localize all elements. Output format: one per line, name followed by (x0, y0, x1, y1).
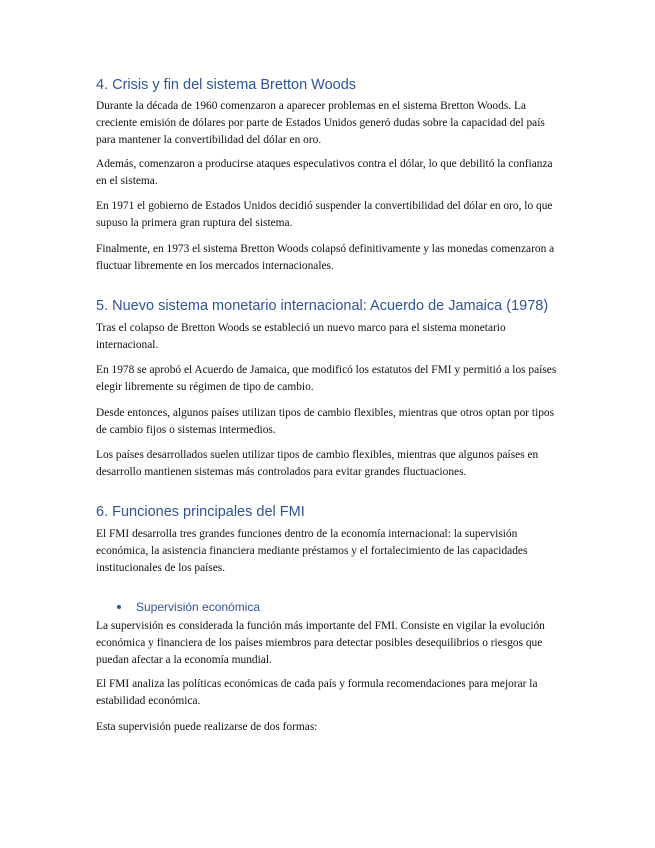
bullet-item-supervision (117, 600, 260, 614)
section-6-heading: 6. Funciones principales del FMI (96, 504, 305, 520)
section-4-paragraph-3: En 1971 el gobierno de Estados Unidos decidió suspender la convertibilidad del dólar en oro, lo que supuso la primera gran ruptura del sistema. (96, 200, 553, 229)
section-5-paragraph-2: En 1978 se aprobó el Acuerdo de Jamaica, que modificó los estatutos del FMI y permitió a los países elegir libremente su régimen de tipo de cambio. (96, 364, 557, 393)
section-4-paragraph-2: Además, comenzaron a producirse ataques especulativos contra el dólar, lo que debilitó la confianza en el sistema. (96, 158, 553, 187)
section-5-heading: 5. Nuevo sistema monetario internacional: Acuerdo de Jamaica (1978) (96, 298, 549, 314)
section-5-paragraph-4: Los países desarrollados suelen utilizar tipos de cambio flexibles, mientras que algunos países en desarrollo mantienen sistemas más controlados para evitar grandes fluctuaciones. (96, 449, 539, 478)
supervision-paragraph-1: La supervisión es considerada la función más importante del FMI. Consiste en vigilar la evolución económica y financiera de los países miembros para detectar posibles desequilibrios o riesgos que puedan afectar a la economía mundial. (96, 620, 545, 666)
section-4-paragraph-4: Finalmente, en 1973 el sistema Bretton Woods colapsó definitivamente y las monedas comenzaron a fluctuar libremente en los mercados internacionales. (96, 243, 555, 272)
section-4-paragraph-1: Durante la década de 1960 comenzaron a aparecer problemas en el sistema Bretton Woods. La creciente emisión de dólares por parte de Estados Unidos generó dudas sobre la capacidad del país para mantener la convertibilidad del dólar en oro. (96, 100, 545, 146)
supervision-paragraph-3: Esta supervisión puede realizarse de dos formas: (96, 721, 318, 733)
section-6-paragraph-1: El FMI desarrolla tres grandes funciones dentro de la economía internacional: la supervisión económica, la asistencia financiera mediante préstamos y el fortalecimiento de las capacidades institucionales de los países. (96, 528, 528, 574)
bullet-label: Supervisión económica (136, 600, 261, 614)
section-4-heading: 4. Crisis y fin del sistema Bretton Woods (96, 77, 357, 93)
section-5-paragraph-1: Tras el colapso de Bretton Woods se estableció un nuevo marco para el sistema monetario internacional. (96, 322, 506, 351)
supervision-paragraph-2: El FMI analiza las políticas económicas de cada país y formula recomendaciones para mejorar la estabilidad económica. (96, 678, 538, 707)
bullet-dot-icon (117, 605, 121, 609)
section-5-paragraph-3: Desde entonces, algunos países utilizan tipos de cambio flexibles, mientras que otros optan por tipos de cambio fijos o sistemas intermedios. (96, 407, 555, 436)
